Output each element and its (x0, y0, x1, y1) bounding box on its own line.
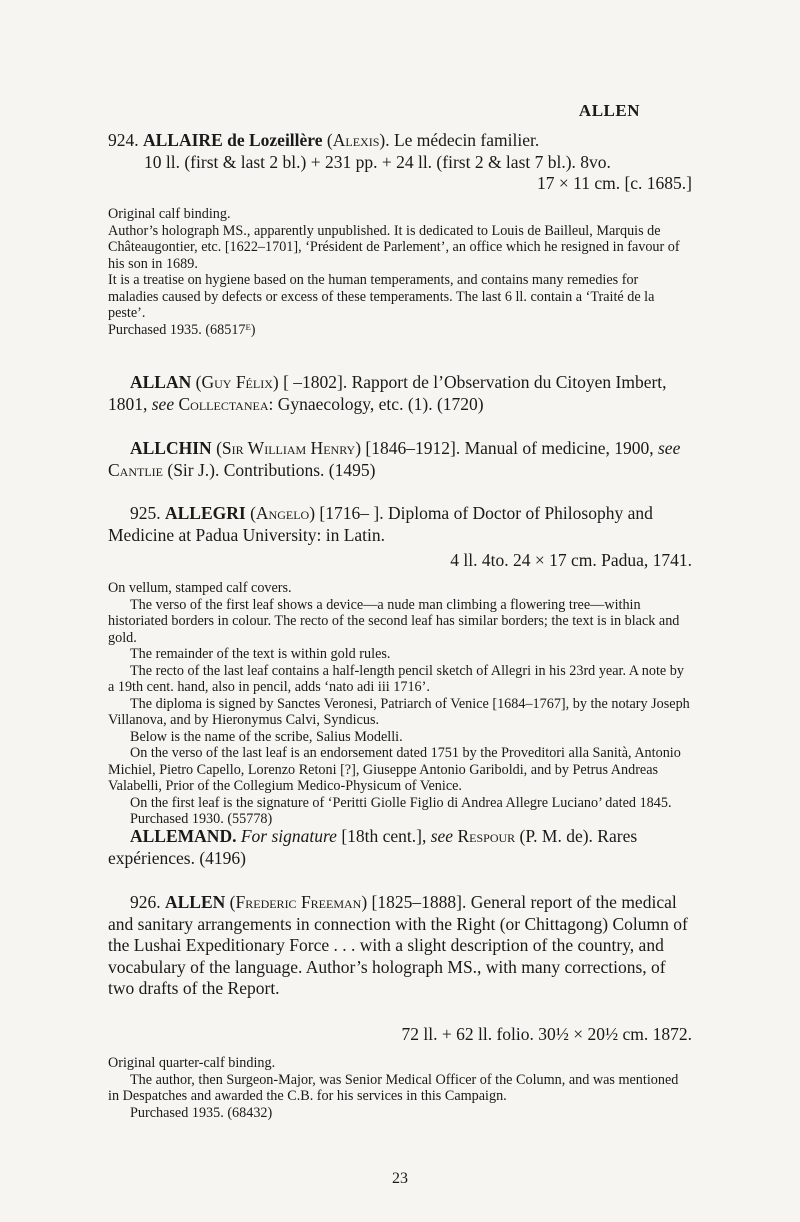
note: The diploma is signed by Sanctes Veronesi, Patriarch of Venice [1684–1767], by the notary Joseph Villanova, and by Hieronymus Calvi, Syndicus. (108, 695, 690, 728)
entry-text-italic: For signature (236, 826, 337, 846)
note: The author, then Surgeon-Major, was Senior Medical Officer of the Column, and was mentioned in Despatches and awarded the C.B. for his services in this Campaign. (108, 1071, 679, 1104)
author-forename: (Guy Félix) (191, 372, 279, 392)
note: The recto of the last leaf contains a half-length pencil sketch of Allegri in his 23rd year. A note by a 19th cent. hand, also in pencil, adds ‘nato adi iii 1716’. (108, 662, 684, 695)
entry-925-collation: 4 ll. 4to. 24 × 17 cm. Padua, 1741. (450, 550, 692, 570)
entry-text: (Sir J.). Contributions. (1495) (163, 459, 376, 480)
entry-allchin (108, 438, 692, 481)
entry-text: [ –1802]. Rapport de l’Observation du Citoyen Imbert, 1801, (108, 372, 667, 414)
cross-reference: Cantlie (108, 459, 163, 480)
entry-text: [18th cent.], (336, 826, 431, 846)
cross-reference: Respour (453, 826, 516, 846)
author-heading: ALLEGRI (165, 503, 246, 523)
entry-allemand (108, 826, 692, 869)
entry-926-title (108, 892, 692, 1000)
author-heading: ALLEMAND. (130, 826, 237, 846)
note: On the verso of the last leaf is an endorsement dated 1751 by the Proveditori alla Sanità, Antonio Michiel, Pietro Capello, Lorenzo Retoni [?], Giuseppe Antonio Gariboldi, and by Petrus Andreas Valabelli, Prior of the Collegium Medico-Physicum of Venice. (108, 745, 681, 794)
note: Author’s holograph MS., apparently unpublished. It is dedicated to Louis de Bailleul, Marquis de Châteaugontier, etc. [1622–1701], ‘Président de Parlement’, an office which he resigned in favour of his son in 1689. (108, 222, 680, 272)
collation-line: 10 ll. (first & last 2 bl.) + 231 pp. + 24 ll. (first 2 & last 7 bl.). 8vo. (144, 151, 611, 172)
author-forename: (Angelo) (245, 503, 316, 523)
entry-number: 924. (108, 130, 143, 150)
note: Original quarter-calf binding. (108, 1055, 276, 1071)
dimensions-line: 17 × 11 cm. [c. 1685.] (536, 173, 692, 193)
note: On vellum, stamped calf covers. (108, 580, 292, 596)
entry-number: 926. (130, 892, 165, 912)
entry-text: : Gynaecology, etc. (1). (1720) (268, 393, 484, 414)
entry-924-notes (108, 206, 692, 338)
note: Original calf binding. (108, 206, 231, 222)
entry-allan (108, 372, 692, 415)
running-head: ALLEN (578, 101, 640, 120)
note: Purchased 1935. (68432) (130, 1104, 273, 1121)
note: Purchased 1930. (55778) (130, 811, 273, 827)
entry-number: 925. (130, 503, 165, 523)
entry-text: (P. M. de). Rares expériences. (4196) (108, 826, 638, 868)
author-forename: (Sir William Henry) (211, 438, 362, 458)
author-heading: ALLAN (130, 372, 192, 392)
page-number: 23 (392, 1170, 408, 1187)
note: The remainder of the text is within gold rules. (130, 646, 391, 662)
entry-924-title (108, 130, 692, 195)
entry-925-notes (108, 580, 692, 828)
author-heading: ALLAIRE de Lozeillère (143, 130, 323, 150)
entry-925-title (108, 503, 692, 546)
author-forename: (Frederic Freeman) (225, 892, 368, 912)
see-reference: see (430, 826, 454, 846)
title-text: . Le médecin familier. (385, 130, 540, 150)
note: It is a treatise on hygiene based on the human temperaments, and contains many remedies for maladies caused by defects or excess of these temperaments. The last 6 ll. contain a ‘Traité de la peste’. (108, 272, 655, 321)
cross-reference: Collectanea (174, 393, 269, 414)
note: Purchased 1935. (68517ᴱ) (108, 321, 256, 338)
title-text: [1716– ]. Diploma of Doctor of Philosophy and Medicine at Padua University: in Latin. (108, 503, 653, 545)
author-forename: (Alexis) (322, 130, 386, 150)
see-reference: see (658, 438, 681, 458)
entry-926-notes (108, 1055, 692, 1121)
see-reference: see (151, 393, 175, 414)
note: The verso of the first leaf shows a device—a nude man climbing a flowering tree—within historiated borders in colour. The recto of the second leaf has similar borders; the text is in black and gold. (108, 596, 680, 646)
author-heading: ALLEN (165, 892, 226, 912)
title-text: [1825–1888]. General report of the medical and sanitary arrangements in connection with the Right (or Chittagong) Column of the Lushai Expeditionary Force . . . with a slight description of the country, and vocabulary of the language. Author’s holograph MS., with many corrections, of two drafts of the Report. (108, 892, 688, 998)
note: On the first leaf is the signature of ‘Peritti Giolle Figlio di Andrea Allegre Luciano’ dated 1845. (130, 794, 672, 811)
note: Below is the name of the scribe, Salius Modelli. (130, 728, 403, 745)
entry-926-collation: 72 ll. + 62 ll. folio. 30½ × 20½ cm. 1872. (401, 1024, 692, 1044)
author-heading: ALLCHIN (130, 438, 212, 458)
entry-text: [1846–1912]. Manual of medicine, 1900, (361, 438, 658, 458)
